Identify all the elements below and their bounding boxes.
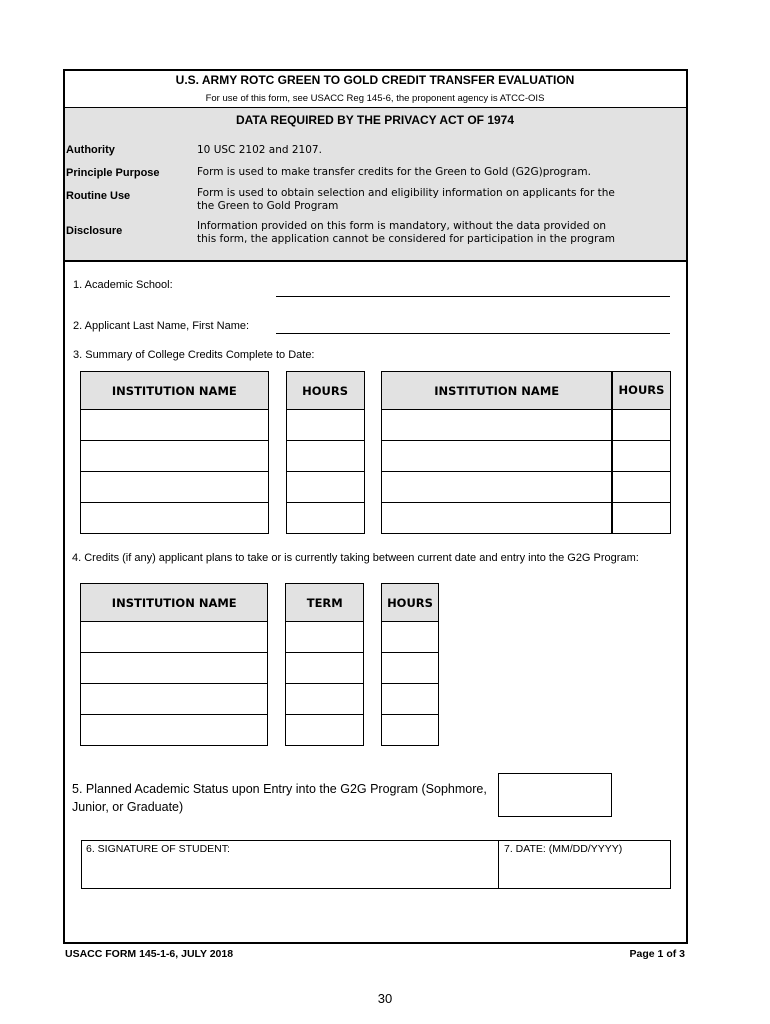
form-title: U.S. ARMY ROTC GREEN TO GOLD CREDIT TRANSFER EVALUATION [175, 73, 575, 87]
cell-input[interactable] [81, 684, 268, 715]
privacy-label-purpose: Principle Purpose [66, 167, 160, 179]
header-hours: HOURS [382, 584, 439, 622]
privacy-divider [65, 260, 686, 262]
cell-input[interactable] [81, 472, 269, 503]
academic-status-label: 5. Planned Academic Status upon Entry into the G2G Program (Sophmore, Junior, or Graduate) [72, 782, 487, 814]
page-indicator: Page 1 of 3 [629, 948, 685, 960]
credits-complete-table [80, 371, 671, 534]
cell-input[interactable] [382, 472, 612, 503]
header-term: TERM [286, 584, 364, 622]
cell-input[interactable] [81, 410, 269, 441]
applicant-name-label: 2. Applicant Last Name, First Name: [73, 320, 250, 332]
cell-input[interactable] [382, 715, 439, 746]
form-subtitle: For use of this form, see USACC Reg 145-6, the proponent agency is ATCC-OIS [205, 93, 545, 104]
cell-input[interactable] [382, 684, 439, 715]
cell-input[interactable] [612, 410, 670, 441]
privacy-heading: DATA REQUIRED BY THE PRIVACY ACT OF 1974 [235, 113, 515, 127]
cell-input[interactable] [286, 622, 364, 653]
academic-school-line [276, 296, 670, 297]
cell-input[interactable] [81, 441, 269, 472]
cell-input[interactable] [382, 653, 439, 684]
header-institution-name: INSTITUTION NAME [81, 372, 269, 410]
academic-school-label: 1. Academic School: [73, 279, 173, 291]
cell-input[interactable] [286, 410, 364, 441]
applicant-name-input[interactable] [276, 317, 670, 333]
cell-input[interactable] [382, 503, 612, 534]
privacy-label-authority: Authority [66, 144, 115, 156]
header-institution-name: INSTITUTION NAME [81, 584, 268, 622]
form-number: USACC FORM 145-1-6, JULY 2018 [65, 948, 234, 960]
cell-input[interactable] [286, 503, 364, 534]
cell-input[interactable] [382, 410, 612, 441]
cell-input[interactable] [382, 622, 439, 653]
cell-input[interactable] [286, 441, 364, 472]
header-hours: HOURS [612, 372, 670, 410]
privacy-label-routine-use: Routine Use [66, 190, 131, 202]
cell-input[interactable] [81, 503, 269, 534]
applicant-name-line [276, 333, 670, 334]
signature-date-divider [498, 841, 499, 888]
privacy-text-routine-use: Form is used to obtain selection and eligibility information on applicants for the the Green to Gold Program [197, 187, 615, 212]
cell-input[interactable] [612, 441, 670, 472]
privacy-text-purpose: Form is used to make transfer credits for the Green to Gold (G2G)program. [197, 166, 591, 178]
page-number: 30 [377, 991, 393, 1006]
cell-input[interactable] [286, 472, 364, 503]
header-institution-name: INSTITUTION NAME [382, 372, 612, 410]
cell-input[interactable] [382, 441, 612, 472]
planned-credits-label: 4. Credits (if any) applicant plans to take or is currently taking between current date and entry into the G2G Program: [72, 552, 639, 564]
privacy-text-disclosure: Information provided on this form is mandatory, without the data provided on this form, the application cannot be considered for participation in the program [197, 220, 616, 245]
privacy-label-disclosure: Disclosure [66, 225, 123, 237]
cell-input[interactable] [612, 472, 670, 503]
privacy-text-authority: 10 USC 2102 and 2107. [197, 144, 322, 156]
date-label: 7. DATE: (MM/DD/YYYY) [504, 843, 623, 855]
cell-input[interactable] [612, 503, 670, 534]
signature-field[interactable] [82, 858, 496, 888]
date-field[interactable] [500, 858, 669, 888]
cell-input[interactable] [81, 715, 268, 746]
academic-school-input[interactable] [276, 280, 670, 296]
cell-input[interactable] [286, 684, 364, 715]
signature-label: 6. SIGNATURE OF STUDENT: [86, 843, 230, 855]
header-hours: HOURS [286, 372, 364, 410]
academic-status-input[interactable] [498, 773, 612, 817]
cell-input[interactable] [81, 622, 268, 653]
cell-input[interactable] [286, 715, 364, 746]
credits-summary-label: 3. Summary of College Credits Complete to Date: [73, 349, 315, 361]
planned-credits-table [80, 583, 439, 746]
cell-input[interactable] [81, 653, 268, 684]
cell-input[interactable] [286, 653, 364, 684]
